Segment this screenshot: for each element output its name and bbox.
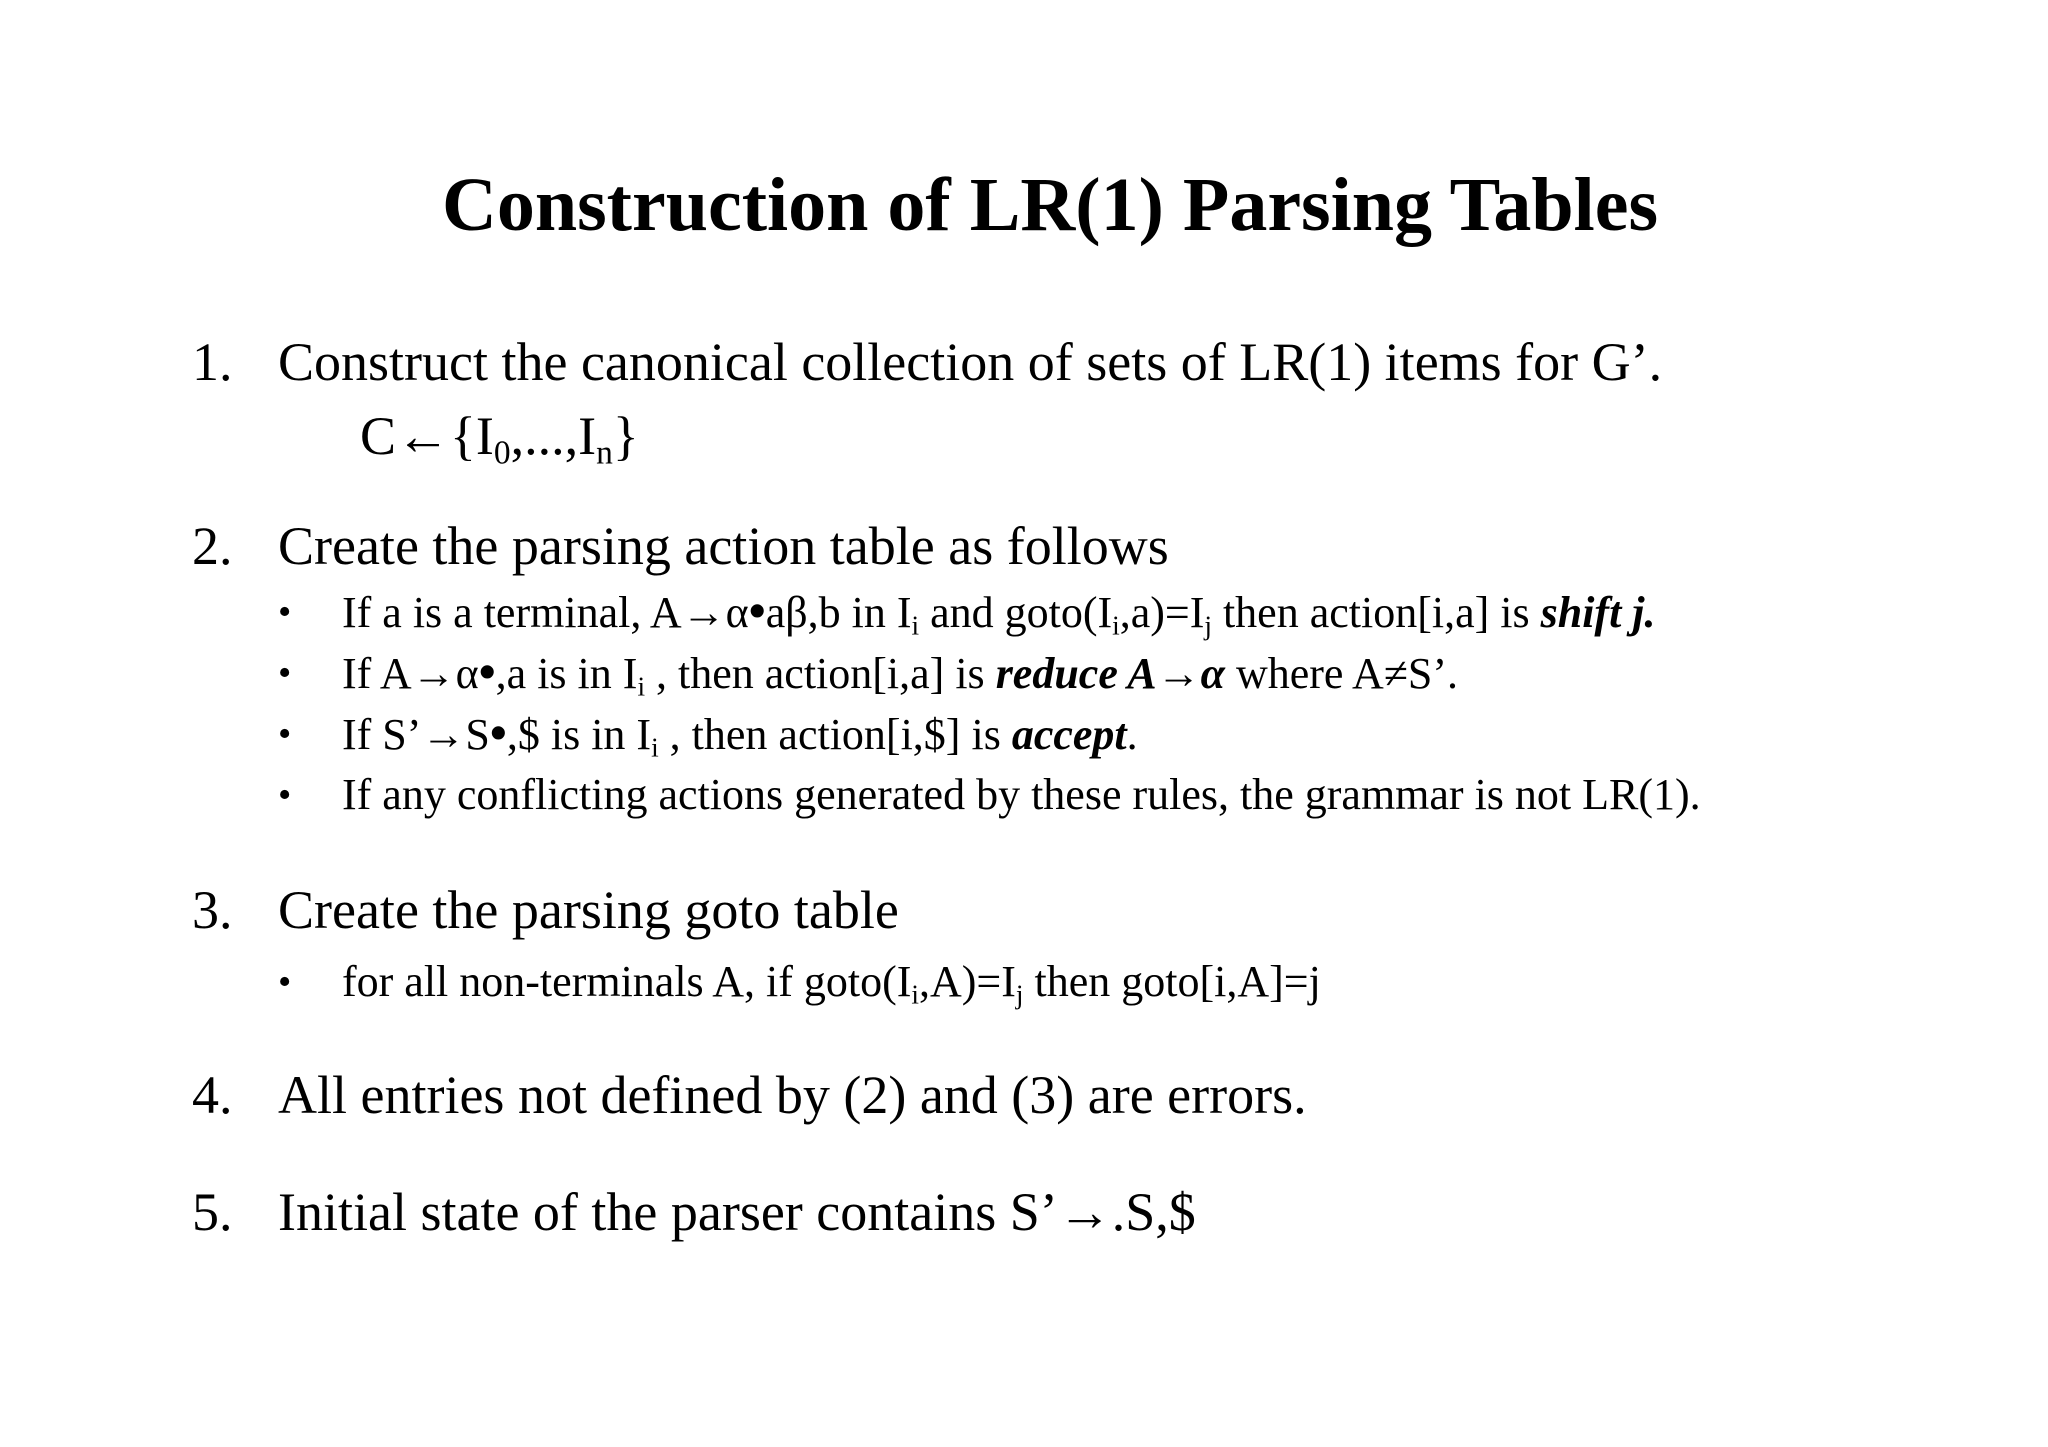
bullet-point: •	[278, 713, 292, 755]
step-text: Construct the canonical collection of sets of LR(1) items for G’.	[278, 332, 1663, 392]
step-text: Create the parsing action table as follows	[278, 516, 1169, 576]
step-text: Create the parsing goto table	[278, 880, 899, 940]
bullet-point: •	[278, 652, 292, 694]
bullet-point: •	[278, 961, 292, 1003]
bullet-point: •	[278, 774, 292, 816]
collection-formula: $C\leftarrow\{I_0,...,I_n\}$	[360, 406, 639, 472]
step-number: 5.	[192, 1182, 233, 1242]
step-number: 3.	[192, 880, 233, 940]
slide-title: Construction of LR(1) Parsing Tables	[441, 163, 1659, 247]
step-text: All entries not defined by (2) and (3) are errors.	[278, 1065, 1307, 1125]
bullet-point: •	[278, 591, 292, 633]
slide: Construction of LR(1) Parsing Tables 1. Construct the canonical collection of sets of LR(1) items for G’. $C\leftarrow\{I_0,...,I_n\}$ 2. Create the parsing action table as follows • If a is a terminal, A→α•aβ,b in $I_i$ and $goto(I_i,a)=I_j$ then action[i,a] is shift j. • If A→α•,a is in $I_i$ , then action[i,a] is reduce A→α where A≠S’. • If S’→S•,$ is in $I_i$ , then action[i,$] is accept. • If any conflicting actions generated by these rules, the grammar is not LR(1). 3. Create the parsing goto table • for all non-terminals A, if $goto(I_i,A)=I_j$ then goto[i,A]=j 4. All entries not defined by (2) and (3) are errors. 5. Initial state of the parser contains S’→.S,$	[0, 0, 2048, 1447]
step-number: 1.	[192, 332, 233, 392]
step-number: 4.	[192, 1065, 233, 1125]
step-number: 2.	[192, 516, 233, 576]
step-text: Initial state of the parser contains S’→.S,$	[278, 1182, 1196, 1242]
